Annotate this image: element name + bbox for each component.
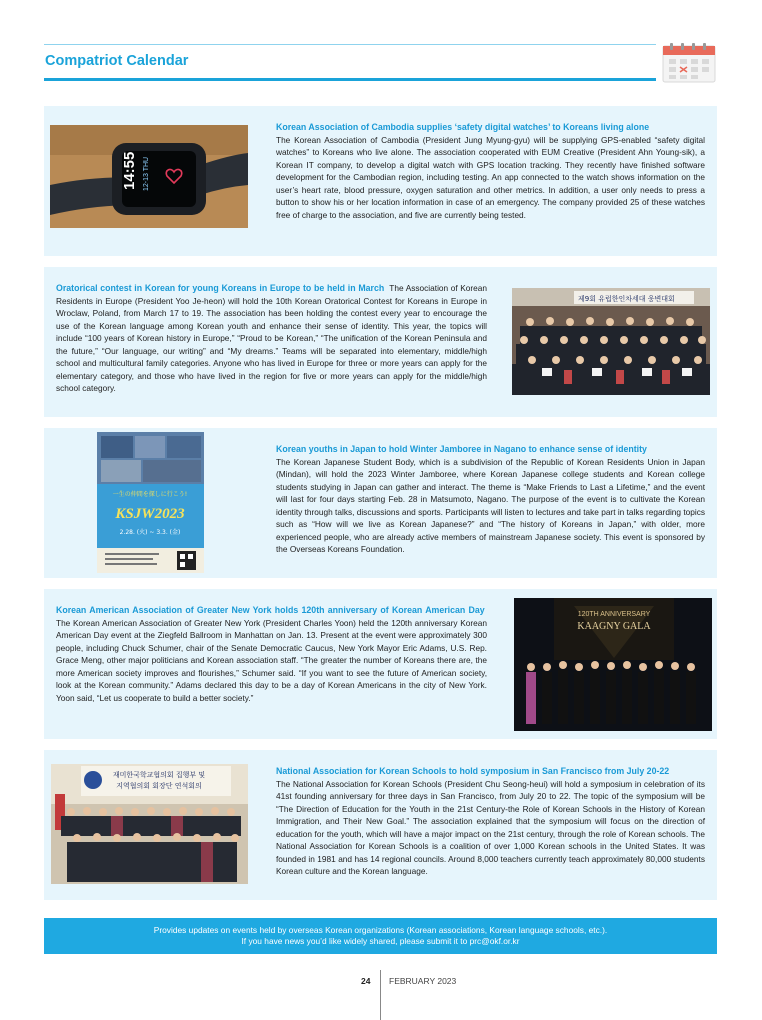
header-bottom-rule <box>44 78 656 81</box>
article-body: The Korean American Association of Greater New York (President Charles Yoon) held the 120th anniversary Korean American Day event at the Ziegfeld Ballroom in Manhattan on Jan. 13. Present at the event were approximately 300 people, including Chuck Schumer, chair of the Senate Democratic Caucus, New York Mayor Eric Adams, U.S. Rep. Grace Meng, other major politicians and Korean association staff. “The greater the number of Koreans there are, the more American society improves and flourishes,” Schumer said. “If you want to see the future of American society, look at the Korean community.” Adams declared this day to be a day of Korean Americans in the city of New York. Yoon said, “Let us cooperate to build a better society.” <box>56 617 487 703</box>
article-text <box>56 282 487 395</box>
article-card-japan <box>44 428 717 578</box>
poster-dates: 2.28. (火) ~ 3.3. (金) <box>119 529 181 536</box>
article-text <box>276 121 705 221</box>
article-text <box>276 443 705 556</box>
contest-group-photo <box>512 288 710 395</box>
symposium-banner-line2: 지역협의회 회장단 연석회의 <box>116 782 202 790</box>
watch-photo <box>50 125 248 228</box>
article-text <box>56 604 487 704</box>
page-header <box>44 44 719 82</box>
poster-logo: KSJW2023 <box>115 506 185 522</box>
article-body: The Association of Korean Residents in Europe (President Yoo Je-heon) will hold the 10th Korean Oratorical Contest for Koreans in Europe in Wroclaw, Poland, from March 17 to 19. The association has been holding the contest every year to encourage the use of the Korean language among Korean youth and enhance their sense of identity. This year, the topics will include “100 years of Korean history in Europe,” “Proud to be Korean,” “The unification of the Korean Peninsula and the future,” “Our language, our writing” and “My dreams.” Teams will be separated into elementary, middle/high school and multicultural family categories. Anyone who has lived in Europe for three or more years can apply for the elementary category, and those who have lived in the region for five or more years can apply for the middle/high school category. <box>56 283 487 393</box>
header-top-rule <box>44 44 656 45</box>
poster-tagline: 一生の仲間を探しに行こう! <box>112 491 188 498</box>
article-headline: Korean American Association of Greater New York holds 120th anniversary of Korean American Day <box>56 605 485 615</box>
issue-date: FEBRUARY 2023 <box>389 976 457 986</box>
article-card-new-york <box>44 589 717 739</box>
article-headline: Oratorical contest in Korean for young Koreans in Europe to be held in March <box>56 283 385 293</box>
article-headline: National Association for Korean Schools to hold symposium in San Francisco from July 20-22 <box>276 766 670 776</box>
submission-notice <box>44 918 717 954</box>
gala-photo <box>514 598 712 731</box>
symposium-banner-line1: 재미한국학교협의회 집행부 및 <box>112 771 206 779</box>
article-card-europe <box>44 267 717 417</box>
article-headline: Korean youths in Japan to hold Winter Jamboree in Nagano to enhance sense of identity <box>276 444 647 454</box>
watch-date: 12-13 THU <box>143 156 150 191</box>
folio-divider <box>380 970 381 1020</box>
article-text <box>276 765 705 878</box>
article-body: The Korean Japanese Student Body, which is a subdivision of the Republic of Korean Residents Union in Japan (Mindan), will hold the 2023 Winter Jamboree, where Korean Japanese college students and Korean college students studying in Japan can gather and interact. The theme is “Make Friends to Last a Lifetime,” and the event will last for four days starting Feb. 28 in Matsumoto, Nagano. The purpose of the event is to cultivate the Korean identity through talks, discussions and sports. Participants will listen to lectures and take part in talks regarding topics such as “How will we live as Korean Japanese?” and “The history of Koreans in Japan,” with older, more experienced people, who are already active members of mainstream Japanese society. This event is sponsored by the Overseas Koreans Foundation. <box>276 456 705 554</box>
article-headline: Korean Association of Cambodia supplies ‘safety digital watches’ to Koreans living alone <box>276 122 650 132</box>
symposium-group-photo <box>51 764 248 884</box>
gala-banner-line1: 120TH ANNIVERSARY <box>577 611 651 618</box>
page-number: 24 <box>361 976 371 986</box>
gala-banner-line2: KAAGNY GALA <box>577 621 651 632</box>
jamboree-poster <box>97 432 204 573</box>
notice-line-1: Provides updates on events held by overseas Korean organizations (Korean associations, Korean language schools, etc.). <box>153 925 608 935</box>
article-body: The Korean Association of Cambodia (President Jung Myung-gyu) will be supplying GPS-enabled “safety digital watches” to Koreans who live alone. The association cooperated with EUM Creative (President Ahn Young-sik), a Korean IT company, to develop a digital watch with GPS location tracking. They recently have finished software development for the Cambodian region, including testing. An app connected to the watch shows information on the user’s heart rate, blood pressure, oxygen saturation and other metrics. In addition, a user only needs to press a button to show his or her location information in case of an emergency. The company provided 25 of these watches free of charge to the association, and five are currently being tested. <box>276 134 705 220</box>
article-card-cambodia <box>44 106 717 256</box>
event-banner-text: 제9회 유럽한인차세대 웅변대회 <box>578 295 675 303</box>
notice-line-2: If you have news you’d like widely shared, please submit it to prc@okf.or.kr <box>241 936 520 946</box>
calendar-icon <box>661 42 719 84</box>
watch-time: 14:55 <box>121 151 138 190</box>
article-card-korean-schools <box>44 750 717 900</box>
article-body: The National Association for Korean Schools (President Chu Seong-heui) will hold a symposium in celebration of its 41st founding anniversary for three days in San Francisco, from July 20 to 22. The topic of the symposium will be “The Direction of Education for the Youth in the 21st Century-the Role of Korean Schools in the History of Korean Immigration, and Their New Goal.” The association explained that the symposium will focus on the direction of education for the youth, which will have a major impact on the 21st century, through the role of Korean schools. The National Association for Korean Schools is a coalition of over 1,000 Korean schools in the United States. It was founded in 1981 and has 14 regional councils. Around 8,000 teachers currently teach approximately 80,000 students Korean culture and the Korean language. <box>276 778 705 876</box>
page-title: Compatriot Calendar <box>45 53 189 69</box>
